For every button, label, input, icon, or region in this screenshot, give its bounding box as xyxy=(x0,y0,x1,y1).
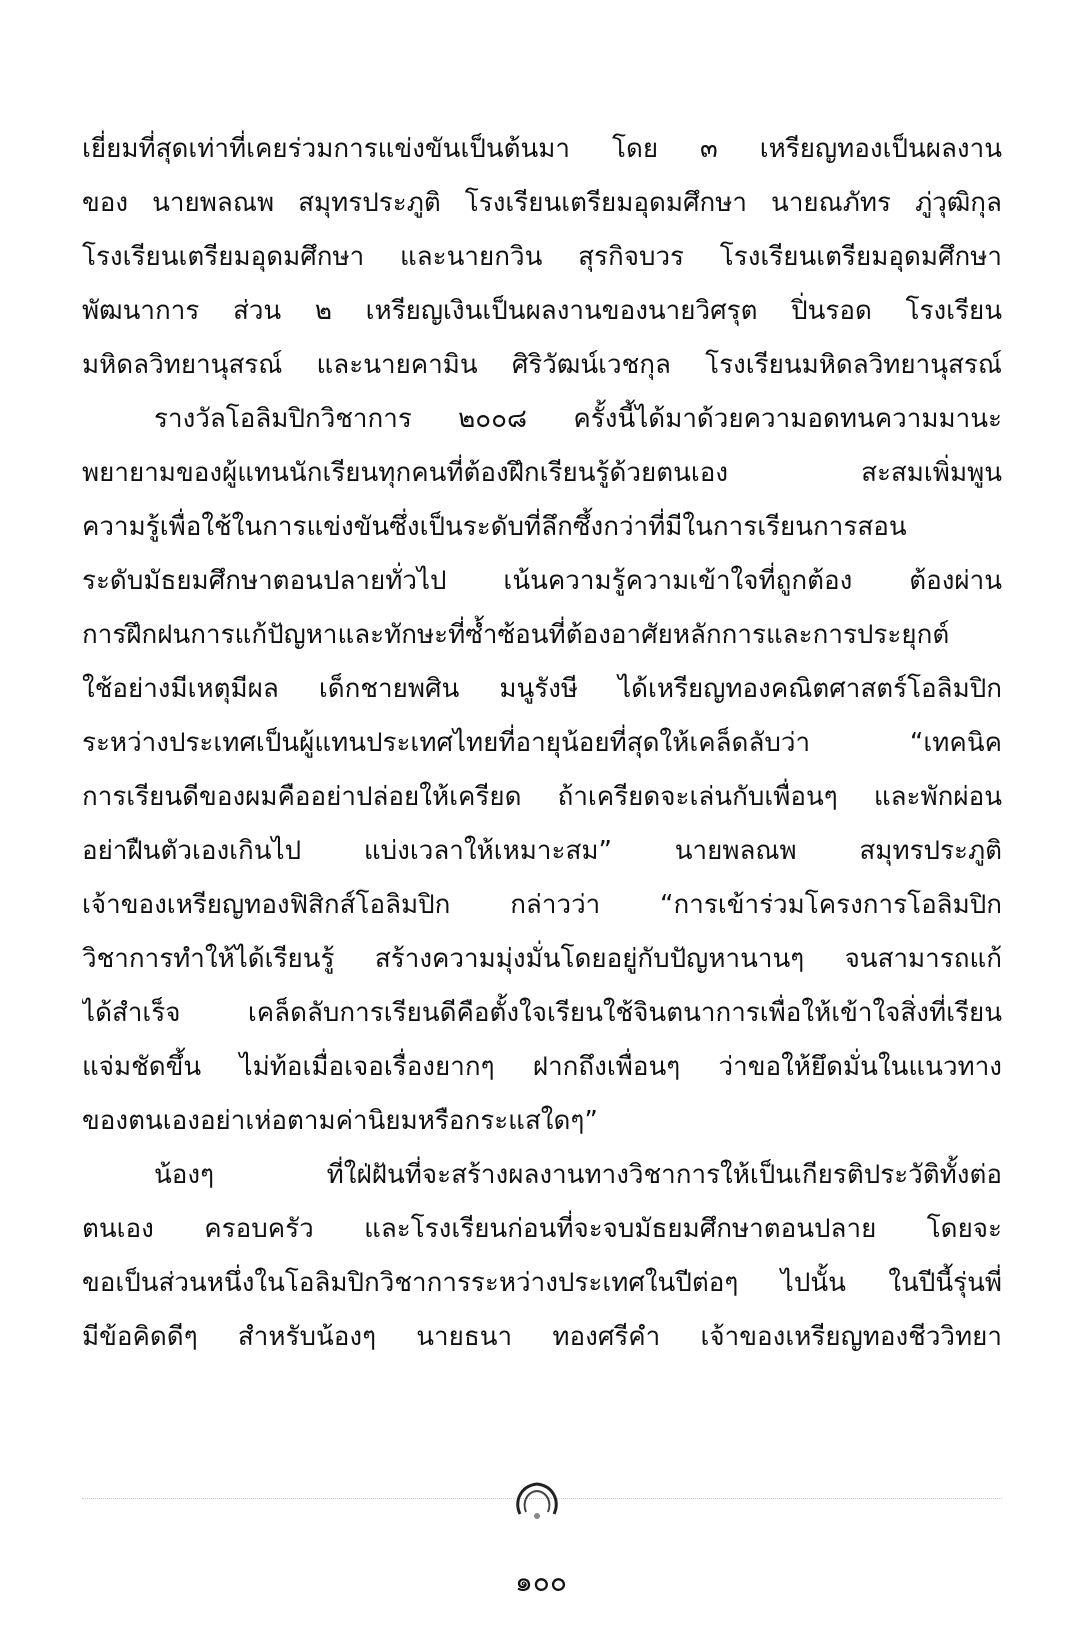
text-line: มหิดลวิทยานุสรณ์ และนายคามิน ศิริวัฒน์เวชกุล โรงเรียนมหิดลวิทยานุสรณ์ xyxy=(82,350,1002,380)
text-line: มีข้อคิดดีๆ สำหรับน้องๆ นายธนา ทองศรีคำ เจ้าของเหรียญทองชีววิทยา xyxy=(82,1322,1002,1352)
paragraph-1 xyxy=(82,122,1002,392)
text-line: ของ นายพลณพ สมุทรประภูติ โรงเรียนเตรียมอุดมศึกษา นายณภัทร ภู่วุฒิกุล xyxy=(82,188,1002,218)
text-line: ระดับมัธยมศึกษาตอนปลายทั่วไป เน้นความรู้ความเข้าใจที่ถูกต้อง ต้องผ่าน xyxy=(82,566,1002,596)
text-line: ระหว่างประเทศเป็นผู้แทนประเทศไทยที่อายุน้อยที่สุดให้เคล็ดลับว่า “เทคนิค xyxy=(82,728,1002,758)
text-line: การฝึกฝนการแก้ปัญหาและทักษะที่ซ้ำซ้อนที่ต้องอาศัยหลักการและการประยุกต์ xyxy=(82,620,950,650)
ornament-icon xyxy=(510,1474,564,1528)
text-line: ใช้อย่างมีเหตุมีผล เด็กชายพศิน มนูรังษี ได้เหรียญทองคณิตศาสตร์โอลิมปิก xyxy=(82,674,1002,704)
text-line: พัฒนาการ ส่วน ๒ เหรียญเงินเป็นผลงานของนายวิศรุต ปิ่นรอด โรงเรียน xyxy=(82,296,1002,326)
body-text xyxy=(82,122,1002,1364)
text-line: พยายามของผู้แทนนักเรียนทุกคนที่ต้องฝึกเรียนรู้ด้วยตนเอง สะสมเพิ่มพูน xyxy=(82,458,1002,488)
paragraph-2 xyxy=(82,392,1002,1148)
text-line: ของตนเองอย่าเห่อตามค่านิยมหรือกระแสใดๆ” xyxy=(82,1106,598,1136)
text-line: แจ่มชัดขึ้น ไม่ท้อเมื่อเจอเรื่องยากๆ ฝากถึงเพื่อนๆ ว่าขอให้ยึดมั่นในแนวทาง xyxy=(82,1052,1002,1082)
text-line: การเรียนดีของผมคืออย่าปล่อยให้เครียด ถ้าเครียดจะเล่นกับเพื่อนๆ และพักผ่อน xyxy=(82,782,1002,812)
text-line: ขอเป็นส่วนหนึ่งในโอลิมปิกวิชาการระหว่างประเทศในปีต่อๆ ไปนั้น ในปีนี้รุ่นพี่ xyxy=(82,1268,1002,1298)
page-number: ๑๐๐ xyxy=(515,1565,567,1598)
text-line: ได้สำเร็จ เคล็ดลับการเรียนดีคือตั้งใจเรียนใช้จินตนาการเพื่อให้เข้าใจสิ่งที่เรียน xyxy=(82,998,1002,1028)
paragraph-3 xyxy=(82,1148,1002,1364)
text-line: วิชาการทำให้ได้เรียนรู้ สร้างความมุ่งมั่นโดยอยู่กับปัญหานานๆ จนสามารถแก้ xyxy=(82,944,1002,974)
text-line: เยี่ยมที่สุดเท่าที่เคยร่วมการแข่งขันเป็นต้นมา โดย ๓ เหรียญทองเป็นผลงาน xyxy=(82,134,1002,164)
text-line: น้องๆ ที่ใฝ่ฝันที่จะสร้างผลงานทางวิชาการให้เป็นเกียรติประวัติทั้งต่อ xyxy=(154,1160,1002,1190)
text-line: เจ้าของเหรียญทองฟิสิกส์โอลิมปิก กล่าวว่า “การเข้าร่วมโครงการโอลิมปิก xyxy=(82,890,1002,920)
text-line: โรงเรียนเตรียมอุดมศึกษา และนายกวิน สุรกิจบวร โรงเรียนเตรียมอุดมศึกษา xyxy=(82,242,1002,272)
text-line: ความรู้เพื่อใช้ในการแข่งขันซึ่งเป็นระดับที่ลึกซึ้งกว่าที่มีในการเรียนการสอน xyxy=(82,512,907,542)
text-line: อย่าฝืนตัวเองเกินไป แบ่งเวลาให้เหมาะสม” นายพลณพ สมุทรประภูติ xyxy=(82,836,1002,866)
text-line: รางวัลโอลิมปิกวิชาการ ๒๐๐๘ ครั้งนี้ได้มาด้วยความอดทนความมานะ xyxy=(154,404,1002,434)
text-line: ตนเอง ครอบครัว และโรงเรียนก่อนที่จะจบมัธยมศึกษาตอนปลาย โดยจะ xyxy=(82,1214,1002,1244)
